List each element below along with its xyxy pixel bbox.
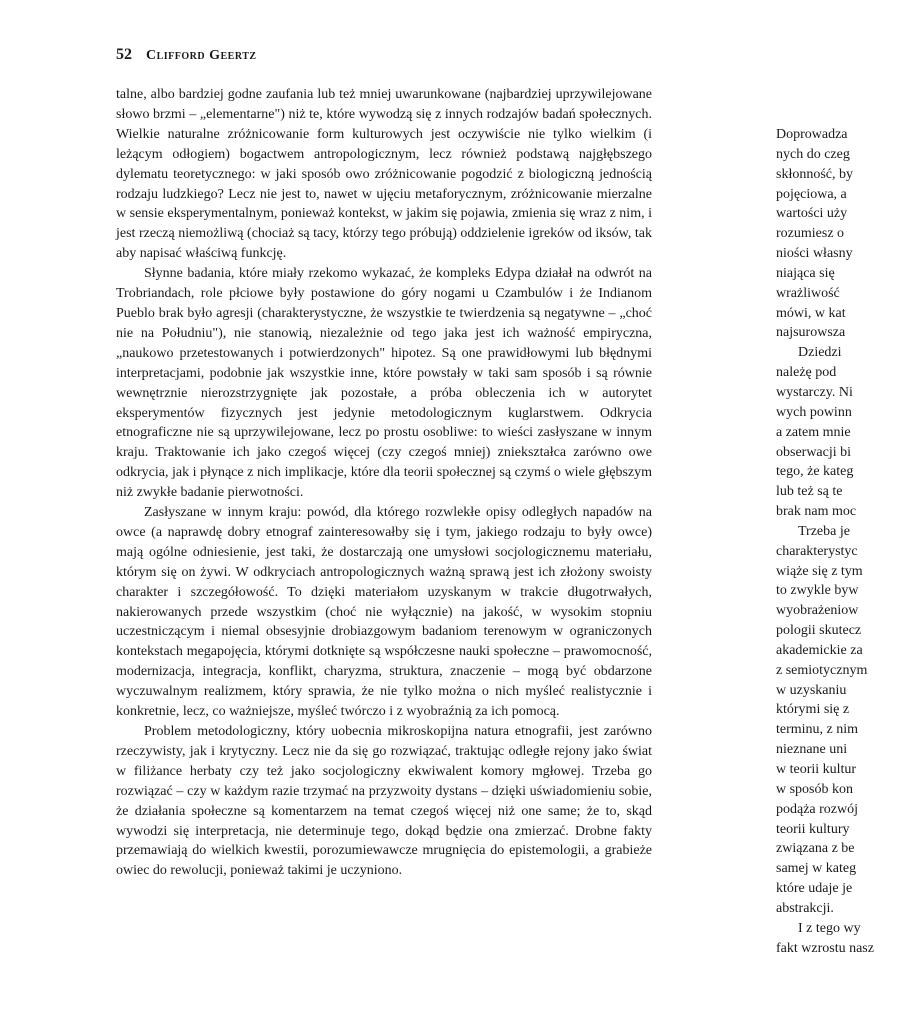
main-text-column: [116, 85, 652, 881]
facing-page-line: nych do czeg: [776, 146, 850, 162]
facing-page-line: związana z be: [776, 841, 855, 857]
facing-page-line: mówi, w kat: [776, 305, 846, 321]
facing-page-line: niości własny: [776, 246, 853, 262]
facing-page-line: samej w kateg: [776, 861, 857, 877]
facing-page-line: terminu, z nim: [776, 722, 859, 738]
paragraph: Problem metodologiczny, który uobecnia mikroskopijna natura etnografii, jest zarówno rzeczywisty, jak i krytyczny. Lecz nie da się go rozwiązać, traktując odległe rejony jako świat w filiżance herbaty czy też jako socjologiczny ekwiwalent komory mgłowej. Trzeba go rozwiązać – czy w każdym razie trzymać na przyzwoity dystans – dzięki uświadomieniu sobie, że działania społeczne są komentarzem na temat czegoś więcej niż one same; że to, skąd wywodzi się interpretacja, nie determinuje tego, dokąd będzie ona zmierzać. Drobne fakty przemawiają do wielkich kwestii, porozumiewawcze mrugnięcia do epistemologii, a grabieże owiec do rewolucji, ponieważ takimi je uczyniono.: [116, 724, 652, 879]
facing-page-line: wiąże się z tym: [776, 563, 863, 579]
facing-page-line: fakt wzrostu nasz: [776, 940, 874, 956]
facing-page-line: teorii kultury: [776, 821, 850, 837]
facing-page-line: wystarczy. Ni: [776, 384, 853, 400]
facing-page-line: rozumiesz o: [776, 226, 845, 242]
facing-page-line: wrażliwość: [776, 285, 840, 301]
paragraph: Słynne badania, które miały rzekomo wykazać, że kompleks Edypa działał na odwrót na Trobriandach, role płciowe były postawione do góry nogami u Czambulów i że Indianom Pueblo brak było agresji (charakterystyczne, że wszystkie te twierdzenia są negatywne – „choć nie na Południu"), nie stanowią, niezależnie od tego jaka jest ich ważność empiryczna, „naukowo przetestowanych i potwierdzonych" hipotez. Są one prawidłowymi lub błędnymi interpretacjami, podobnie jak wszystkie inne, które powstały w taki sam sposób i są równie wewnętrznie nierozstrzygnięte jak pozostałe, a próba obleczenia ich w autorytet eksperymentów fizycznych jest jedynie metodologicznym kuglarstwem. Odkrycia etnograficzne nie są uprzywilejowane, lecz po prostu osobliwe: to wieści zasłyszane w innym kraju. Traktowanie ich jako czegoś więcej (czy czegoś mniej) zniekształca zarówno owe odkrycia, jak i płynące z nich implikacje, które dla teorii społecznej są czymś o wiele głębszym niż zwykłe badanie pierwotności.: [116, 266, 652, 501]
facing-page-line: a zatem mnie: [776, 424, 851, 440]
facing-page-line: Doprowadza: [776, 127, 848, 142]
facing-page-line: najsurowsza: [776, 325, 846, 341]
facing-page-line: pologii skutecz: [776, 623, 862, 639]
facing-page-line: którymi się z: [776, 702, 850, 718]
facing-page-line: w teorii kultur: [776, 762, 857, 777]
facing-page-line: w uzyskaniu: [776, 682, 847, 698]
facing-page-line: niająca się: [776, 265, 835, 281]
facing-page-line: wyobrażeniow: [776, 603, 859, 619]
page-number: 52: [116, 46, 132, 63]
facing-page-line: Trzeba je: [798, 523, 850, 539]
paragraph: Zasłyszane w innym kraju: powód, dla którego rozwlekłe opisy odległych napadów na owce (a naprawdę dobry etnograf zainteresowałby się i tym, jakiego rodzaju to były owce) mają ogólne odniesienie, jest taki, że dostarczają one umysłowi socjologicznemu materiału, którym się on żywi. W odkryciach antropologicznych ważną sprawą jest ich złożony swoisty charakter i szczegółowość. To dzięki materiałom uzyskanym w trakcie długotrwałych, nakierowanych przede wszystkim (choć nie wyłącznie) na jakość, w wysokim stopniu uczestniczącym i niemal obsesyjnie drobiazgowym badaniom terenowym w ograniczonych kontekstach megapojęcia, którymi dotknięte są współczesne nauki społeczne – prawomocność, modernizacja, integracja, konflikt, charyzma, struktura, znaczenie – mogą być obdarzone wyczuwalnym realizmem, który sprawia, że nie tylko można o nich myśleć realistycznie i konkretnie, lecz, co ważniejsze, myśleć twórczo i z wyobraźnią za ich pomocą.: [116, 505, 652, 720]
facing-page-line: abstrakcji.: [776, 900, 834, 916]
facing-page-line: nieznane uni: [776, 742, 848, 758]
facing-page-line: brak nam moc: [776, 504, 857, 520]
facing-page-line: które udaje je: [776, 881, 853, 897]
facing-page-line: wych powinn: [776, 404, 852, 420]
facing-page-line: z semiotycznym: [776, 662, 868, 678]
facing-page-line: skłonność, by: [776, 166, 853, 182]
facing-page-line: I z tego wy: [798, 920, 861, 936]
facing-page-line: w sposób kon: [776, 781, 854, 797]
facing-page-line: podąża rozwój: [776, 801, 859, 817]
facing-page-line: należę pod: [776, 365, 837, 381]
facing-page-column: [776, 125, 918, 958]
facing-page-line: akademickie za: [776, 642, 863, 658]
facing-page-line: wartości uży: [776, 206, 848, 222]
facing-page-line: charakterystyc: [776, 543, 858, 559]
page-header: [116, 46, 257, 64]
running-head-author: Clifford Geertz: [146, 48, 257, 63]
facing-page-line: obserwacji bi: [776, 444, 852, 460]
paragraph: talne, albo bardziej godne zaufania lub też mniej uwarunkowane (najbardziej uprzywilejowane słowo brzmi – „elementarne") niż te, które wywodzą się z innych rodzajów badań społecznych. Wielkie naturalne zróżnicowanie form kulturowych jest oczywiście nie tylko wielkim (i leżącym odłogiem) bogactwem antropologicznym, lecz również podstawą najgłębszego dylematu teoretycznego: w jaki sposób owo zróżnicowanie pogodzić z biologiczną jednością rodzaju ludzkiego? Lecz nie jest to, nawet w ujęciu metaforycznym, zróżnicowanie mierzalne w sensie eksperymentalnym, ponieważ kontekst, w jakim się pojawia, zmienia się wraz z nim, i jest rzeczą niemożliwą (chociaż są tacy, którzy tego próbują) oddzielenie igreków od iksów, tak aby napisać właściwą funkcję.: [116, 87, 652, 262]
facing-page-line: pojęciowa, a: [776, 186, 847, 202]
facing-page-line: Dziedzi: [798, 345, 842, 361]
facing-page-line: tego, że kateg: [776, 464, 854, 480]
facing-page-line: to zwykle byw: [776, 583, 859, 599]
facing-page-line: lub też są te: [776, 484, 843, 500]
